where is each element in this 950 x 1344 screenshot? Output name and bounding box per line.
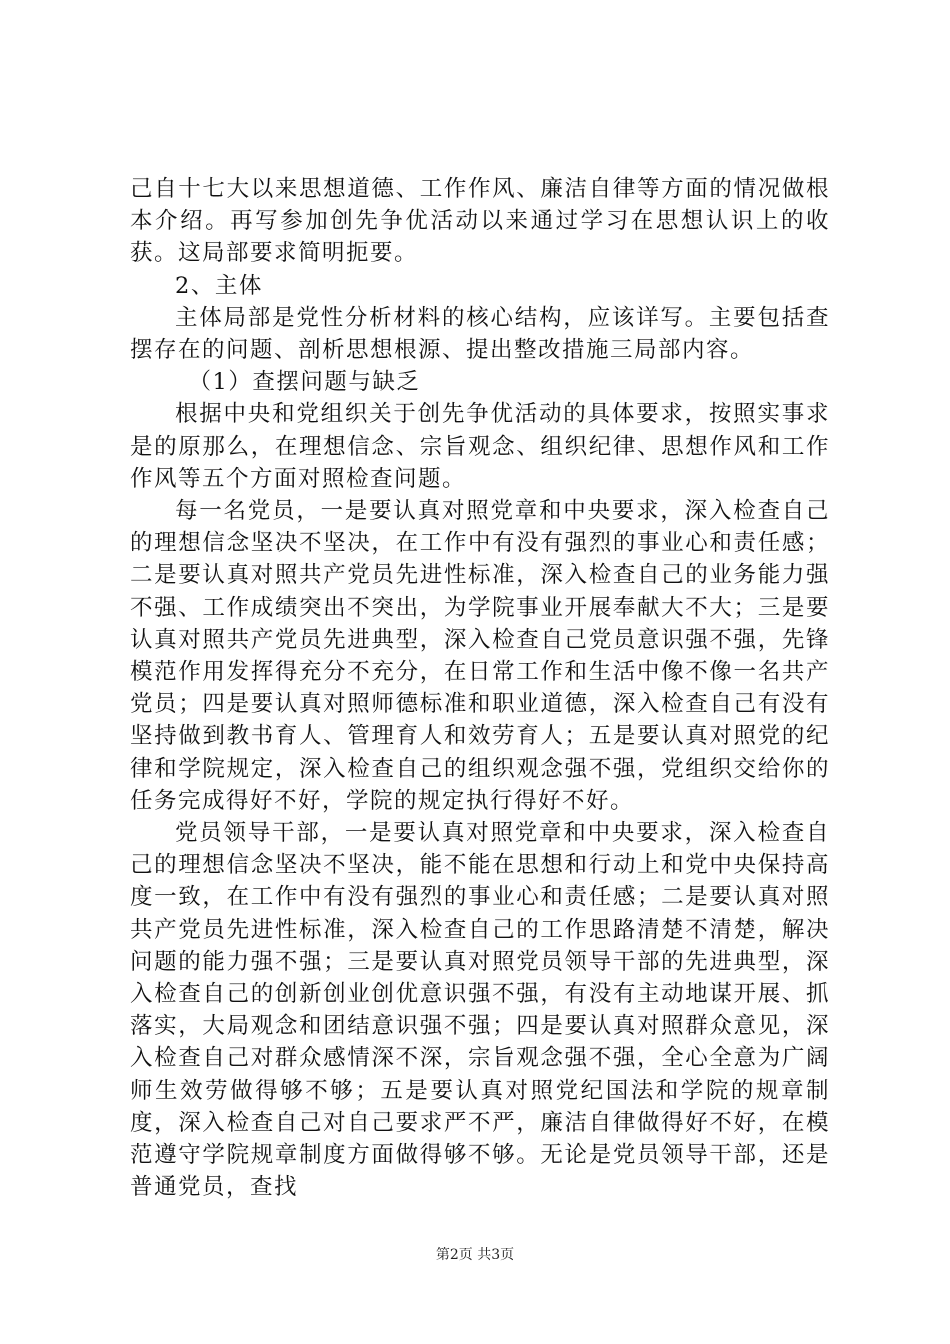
section-heading-main-body: 2、主体 [175,272,263,299]
page-number-footer: 第2页 共3页 [435,1247,515,1263]
paragraph-party-leaders: 党员领导干部，一是要认真对照党章和中央要求，深入检查自己的理想信念坚决不坚决，能不能在思想和行动上和党中央保持高度一致，在工作中有没有强烈的事业心和责任感；二是要认真对照共产党员先进性标准，深入检查自己的工作思路清楚不清楚，解决问题的能力强不强；三是要认真对照党员领导干部的先进典型，深入检查自己的创新创业创优意识强不强，有没有主动地谋开展、抓落实，大局观念和团结意识强不强；四是要认真对照群众意见，深入检查自己对群众感情深不深，宗旨观念强不强，全心全意为广阔师生效劳做得够不够；五是要认真对照党纪国法和学院的规章制度，深入检查自己对自己要求严不严，廉洁自律做得好不好，在模范遵守学院规章制度方面做得够不够。无论是党员领导干部，还是普通党员，查找 [130,820,830,1201]
paragraph-party-members: 每一名党员，一是要认真对照党章和中央要求，深入检查自己的理想信念坚决不坚决，在工作中有没有强烈的事业心和责任感；二是要认真对照共产党员先进性标准，深入检查自己的业务能力强不强、工作成绩突出不突出，为学院事业开展奉献大不大；三是要认真对照共产党员先进典型，深入检查自己党员意识强不强，先锋模范作用发挥得充分不充分，在日常工作和生活中像不像一名共产党员；四是要认真对照师德标准和职业道德，深入检查自己有没有坚持做到教书育人、管理育人和效劳育人；五是要认真对照党的纪律和学院规定，深入检查自己的组织观念强不强，党组织交给你的任务完成得好不好，学院的规定执行得好不好。 [130,498,830,814]
paragraph-intro-continuation: 己自十七大以来思想道德、工作作风、廉洁自律等方面的情况做根本介绍。再写参加创先争优活动以来通过学习在思想认识上的收获。这局部要求简明扼要。 [130,176,830,267]
subsection-heading-problems: （1）查摆问题与缺乏 [188,369,421,396]
document-body [130,173,830,1204]
paragraph-requirements: 根据中央和党组织关于创先争优活动的具体要求，按照实事求是的原那么，在理想信念、宗旨观念、组织纪律、思想作风和工作作风等五个方面对照检查问题。 [130,401,830,492]
paragraph-main-body-description: 主体局部是党性分析材料的核心结构，应该详写。主要包括查摆存在的问题、剖析思想根源、提出整改措施三局部内容。 [130,304,830,364]
